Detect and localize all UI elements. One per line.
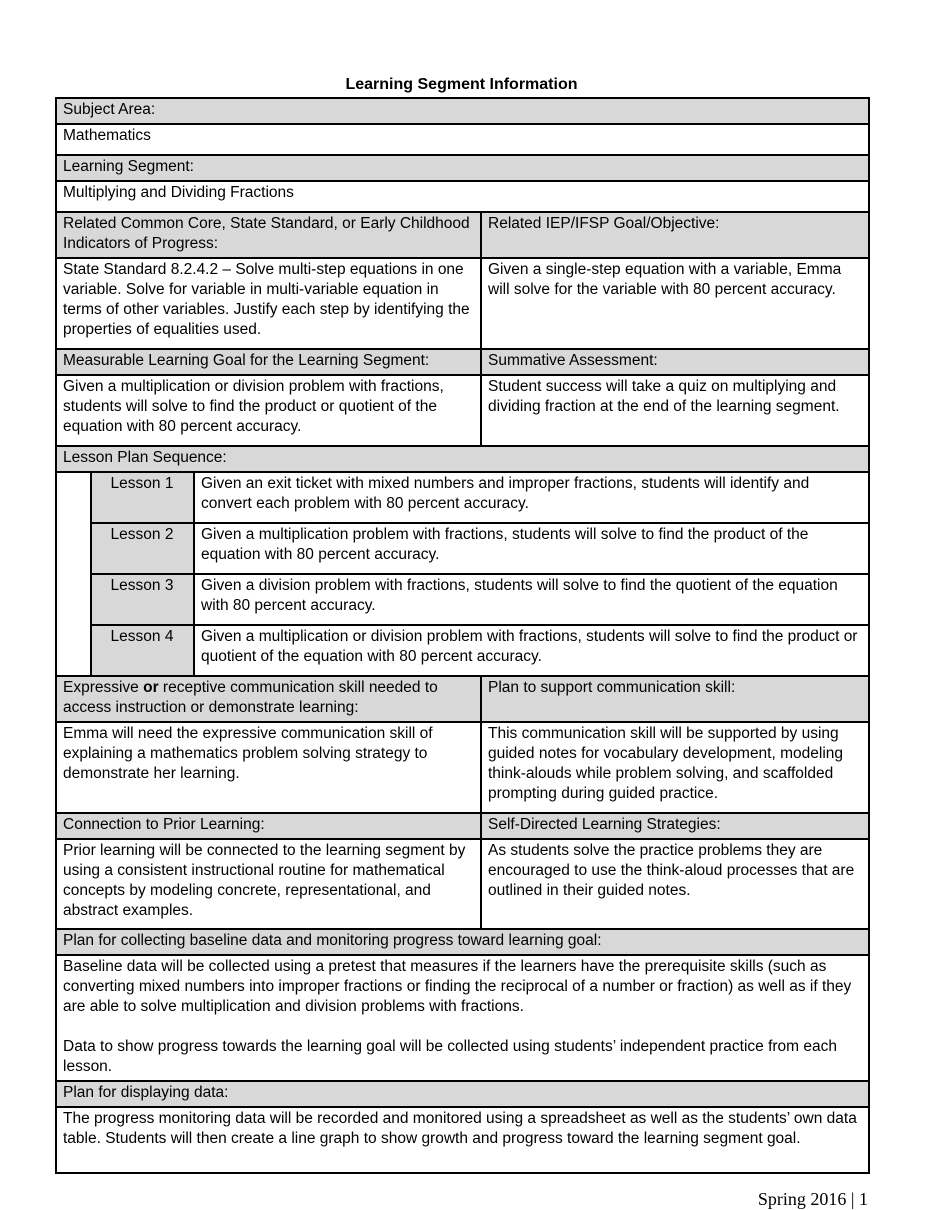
communication-header-row bbox=[56, 676, 869, 722]
lesson-description: Given an exit ticket with mixed numbers and improper fractions, students will identify and convert each problem with 80 percent accuracy. bbox=[194, 472, 869, 523]
baseline-plan-paragraph-1: Baseline data will be collected using a pretest that measures if the learners have the prerequisite skills (such as converting mixed numbers into improper fractions or finding the reciprocal of a number or fraction) as well as if they are able to solve multiplication and division problems with fractions. bbox=[63, 958, 852, 1015]
standards-header: Related Common Core, State Standard, or Early Childhood Indicators of Progress: bbox=[56, 212, 481, 258]
standards-value: State Standard 8.2.4.2 – Solve multi-step equations in one variable. Solve for variable in multi-variable equation in terms of other variables. Justify each step by identifying the properties of equalities used. bbox=[56, 258, 481, 349]
lesson-plan-header-row bbox=[56, 446, 869, 472]
lesson-row bbox=[56, 523, 869, 574]
communication-skill-header-suffix: receptive communication skill needed to access instruction or demonstrate learning: bbox=[63, 679, 438, 716]
iep-goal-value: Given a single-step equation with a variable, Emma will solve for the variable with 80 percent accuracy. bbox=[481, 258, 869, 349]
subject-area-header: Subject Area: bbox=[56, 98, 869, 124]
display-plan-header: Plan for displaying data: bbox=[56, 1081, 869, 1107]
prior-learning-value-row bbox=[56, 839, 869, 929]
communication-skill-header-bold: or bbox=[143, 679, 159, 696]
lesson-row bbox=[56, 472, 869, 523]
learning-segment-header: Learning Segment: bbox=[56, 155, 869, 181]
lesson-name: Lesson 1 bbox=[91, 472, 194, 523]
learning-segment-table bbox=[55, 97, 870, 1174]
lesson-description: Given a multiplication problem with fractions, students will solve to find the product of the equation with 80 percent accuracy. bbox=[194, 523, 869, 574]
learning-segment-value: Multiplying and Dividing Fractions bbox=[56, 181, 869, 212]
prior-learning-header: Connection to Prior Learning: bbox=[56, 813, 481, 839]
learning-goal-value-row bbox=[56, 375, 869, 446]
summative-assessment-header: Summative Assessment: bbox=[481, 349, 869, 375]
baseline-plan-value-row bbox=[56, 955, 869, 1081]
prior-learning-value: Prior learning will be connected to the learning segment by using a consistent instructional routine for mathematical concepts by modeling concrete, representational, and abstract examples. bbox=[56, 839, 481, 929]
standards-value-row bbox=[56, 258, 869, 349]
baseline-plan-paragraph-2: Data to show progress towards the learning goal will be collected using students’ independent practice from each lesson. bbox=[63, 1038, 838, 1075]
lesson-plan-sequence-header: Lesson Plan Sequence: bbox=[56, 446, 869, 472]
learning-goal-header: Measurable Learning Goal for the Learning Segment: bbox=[56, 349, 481, 375]
page-footer: Spring 2016 | 1 bbox=[757, 1189, 868, 1209]
communication-skill-header-prefix: Expressive bbox=[63, 679, 144, 696]
communication-value-row bbox=[56, 722, 869, 813]
standards-header-row bbox=[56, 212, 869, 258]
learning-goal-value: Given a multiplication or division problem with fractions, students will solve to find the product or quotient of the equation with 80 percent accuracy. bbox=[56, 375, 481, 446]
learning-segment-value-row bbox=[56, 181, 869, 212]
iep-goal-header: Related IEP/IFSP Goal/Objective: bbox=[481, 212, 869, 258]
lesson-description: Given a multiplication or division problem with fractions, students will solve to find the product or quotient of the equation with 80 percent accuracy. bbox=[194, 625, 869, 676]
lesson-spacer-cell bbox=[56, 472, 91, 676]
communication-support-header: Plan to support communication skill: bbox=[481, 676, 869, 722]
learning-segment-header-row bbox=[56, 155, 869, 181]
lesson-description: Given a division problem with fractions, students will solve to find the quotient of the equation with 80 percent accuracy. bbox=[194, 574, 869, 625]
lesson-name: Lesson 4 bbox=[91, 625, 194, 676]
baseline-plan-value bbox=[56, 955, 869, 1081]
subject-area-value-row bbox=[56, 124, 869, 155]
display-plan-header-row bbox=[56, 1081, 869, 1107]
subject-area-header-row bbox=[56, 98, 869, 124]
baseline-plan-header-row bbox=[56, 929, 869, 955]
learning-goal-header-row bbox=[56, 349, 869, 375]
display-plan-value: The progress monitoring data will be recorded and monitored using a spreadsheet as well as the students’ own data table. Students will then create a line graph to show growth and progress toward the learning segment goal. bbox=[56, 1107, 869, 1173]
summative-assessment-value: Student success will take a quiz on multiplying and dividing fraction at the end of the learning segment. bbox=[481, 375, 869, 446]
page-title: Learning Segment Information bbox=[345, 76, 578, 93]
lesson-row bbox=[56, 625, 869, 676]
self-directed-header: Self-Directed Learning Strategies: bbox=[481, 813, 869, 839]
subject-area-value: Mathematics bbox=[56, 124, 869, 155]
communication-support-value: This communication skill will be supported by using guided notes for vocabulary development, modeling think-alouds while problem solving, and scaffolded prompting during guided practice. bbox=[481, 722, 869, 813]
communication-skill-header bbox=[56, 676, 481, 722]
lesson-row bbox=[56, 574, 869, 625]
communication-skill-value: Emma will need the expressive communication skill of explaining a mathematics problem solving strategy to demonstrate her learning. bbox=[56, 722, 481, 813]
prior-learning-header-row bbox=[56, 813, 869, 839]
lesson-name: Lesson 2 bbox=[91, 523, 194, 574]
self-directed-value: As students solve the practice problems they are encouraged to use the think-aloud processes that are outlined in their guided notes. bbox=[481, 839, 869, 929]
lesson-name: Lesson 3 bbox=[91, 574, 194, 625]
display-plan-value-row bbox=[56, 1107, 869, 1173]
baseline-plan-header: Plan for collecting baseline data and monitoring progress toward learning goal: bbox=[56, 929, 869, 955]
